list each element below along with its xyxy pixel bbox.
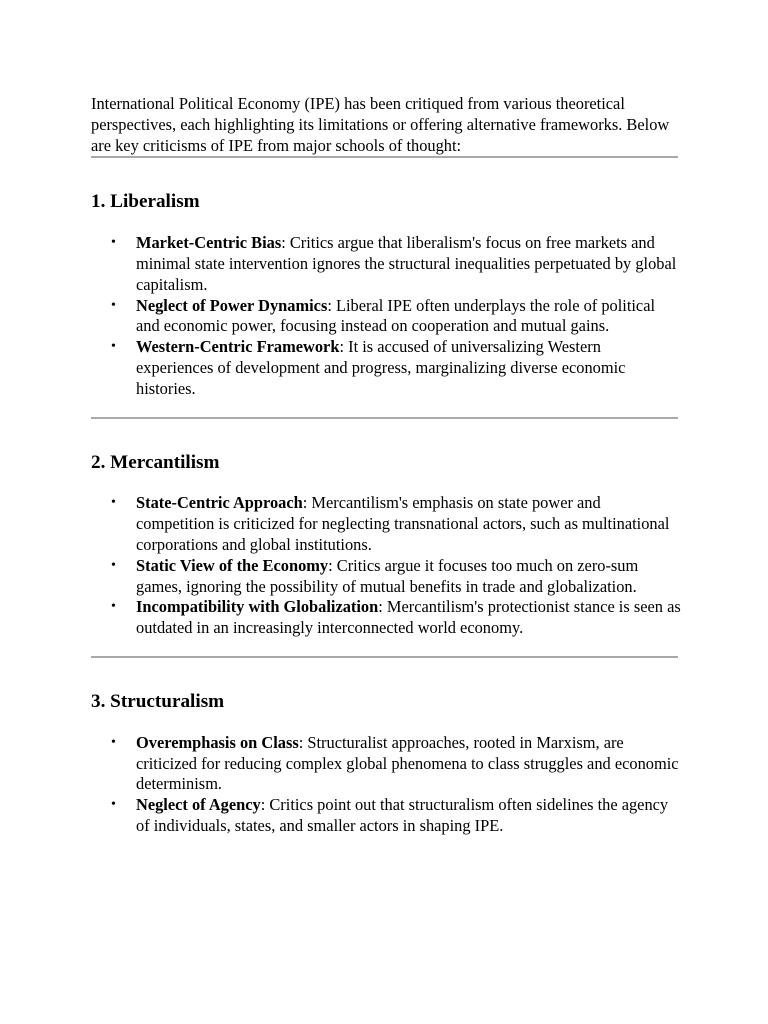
list-item (91, 493, 681, 555)
criticism-text: : It is accused of universalizing Western experiences of development and progress, marginalizing diverse economic histories. (136, 337, 626, 398)
section-title: 1. Liberalism (91, 191, 200, 213)
criticism-text: : Structuralist approaches, rooted in Marxism, are criticized for reducing complex global phenomena to class struggles and economic determinism. (136, 732, 679, 794)
criticism-list (91, 233, 681, 399)
list-item (91, 556, 681, 598)
bullet-icon: • (111, 797, 116, 813)
criticism-text: : Critics argue that liberalism's focus on free markets and minimal state intervention ignores the structural inequalities perpetuated by global capitalism. (136, 233, 677, 294)
section-structuralism (91, 692, 681, 837)
bullet-icon: • (111, 339, 116, 355)
criticism-text: : Mercantilism's protectionist stance is seen as outdated in an increasingly interconnected world economy. (136, 597, 681, 638)
divider (91, 156, 678, 158)
list-item (91, 233, 681, 295)
list-item (91, 296, 681, 338)
criticism-text: : Liberal IPE often underplays the role of political and economic power, focusing instead on cooperation and mutual gains. (136, 295, 656, 336)
criticism-term: Market-Centric Bias (136, 233, 282, 253)
criticism-term: Neglect of Agency (136, 795, 261, 815)
criticism-list (91, 733, 681, 837)
bullet-icon: • (111, 235, 116, 251)
criticism-list (91, 493, 681, 639)
criticism-text: : Critics point out that structuralism often sidelines the agency of individuals, states, and smaller actors in shaping IPE. (136, 795, 669, 835)
criticism-term: Western-Centric Framework (136, 337, 340, 357)
criticism-text: : Mercantilism's emphasis on state power and competition is criticized for neglecting transnational actors, such as multinational corporations and global institutions. (136, 493, 670, 554)
bullet-icon: • (111, 734, 116, 750)
list-item (91, 795, 681, 837)
divider (91, 656, 678, 658)
list-item (91, 597, 681, 639)
divider (91, 417, 678, 419)
bullet-icon: • (111, 599, 116, 615)
list-item (91, 337, 681, 399)
intro-paragraph: International Political Economy (IPE) has been critiqued from various theoretical perspectives, each highlighting its limitations or offering alternative frameworks. Below are key criticisms of IPE from major schools of thought: (91, 94, 670, 155)
section-mercantilism (91, 453, 681, 639)
bullet-icon: • (111, 557, 116, 573)
section-title: 2. Mercantilism (91, 451, 220, 473)
criticism-term: Incompatibility with Globalization (136, 597, 379, 617)
criticism-term: Overemphasis on Class (136, 732, 299, 752)
document-page (91, 94, 681, 837)
criticism-term: State-Centric Approach (136, 493, 303, 513)
criticism-term: Neglect of Power Dynamics (136, 295, 328, 315)
bullet-icon: • (111, 495, 116, 511)
section-title: 3. Structuralism (91, 690, 225, 712)
bullet-icon: • (111, 297, 116, 313)
criticism-text: : Critics argue it focuses too much on zero-sum games, ignoring the possibility of mutual benefits in trade and globalization. (136, 555, 639, 596)
list-item (91, 733, 681, 795)
criticism-term: Static View of the Economy (136, 555, 329, 575)
section-liberalism (91, 192, 681, 399)
